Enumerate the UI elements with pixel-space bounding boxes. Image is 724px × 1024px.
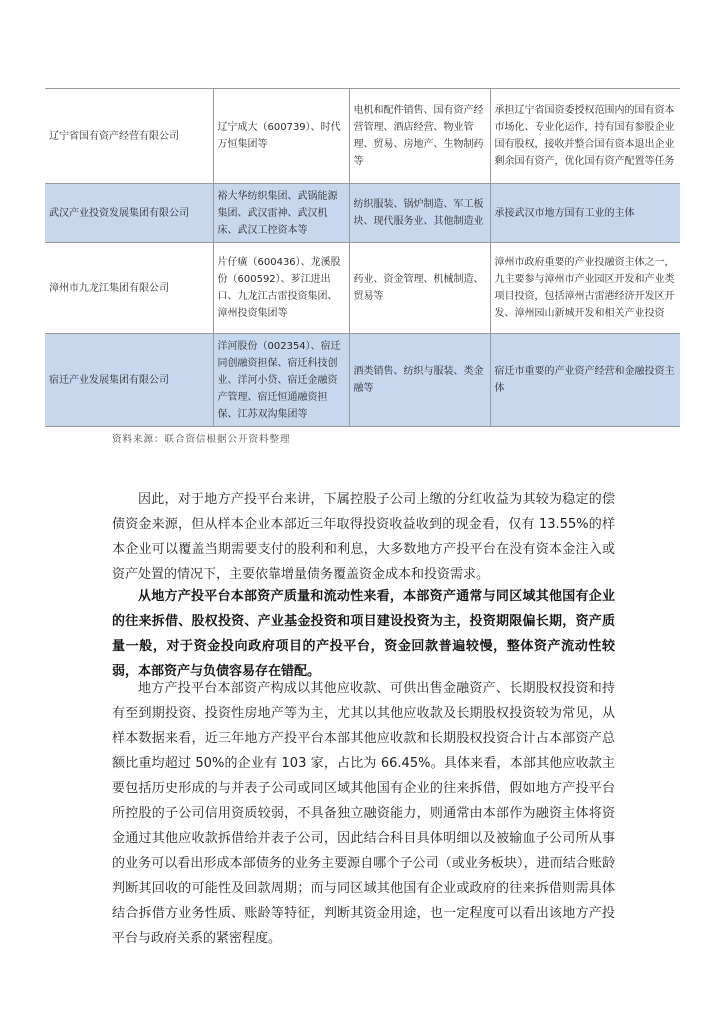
subsidiaries-cell: 片仔癀（600436）、龙溪股份（600592）、芗江进出口、九龙江古雷投资集团、漳州投资集团等 <box>213 243 349 334</box>
table-row <box>45 243 680 334</box>
subsidiaries-cell: 裕大华纺织集团、武锅能源集团、武汉雷神、武汉机床、武汉工控资本等 <box>213 184 349 243</box>
positioning-cell: 承担辽宁省国资委授权范围内的国有资本市场化、专业化运作，持有国有参股企业国有股权，接收并整合国有资本退出企业剩余国有资产，优化国有资产配置等任务 <box>490 89 680 184</box>
subsidiaries-cell: 辽宁成大（600739）、时代万恒集团等 <box>213 89 349 184</box>
positioning-cell: 宿迁市重要的产业资产经营和金融投资主体 <box>490 334 680 427</box>
positioning-cell: 漳州市政府重要的产业投融资主体之一，九主要参与漳州市产业园区开发和产业类项目投资，包括漳州古雷港经济开发区开发、漳州园山新城开发和相关产业投资 <box>490 243 680 334</box>
table-row <box>45 184 680 243</box>
company-name-cell: 辽宁省国有资产经营有限公司 <box>45 89 213 184</box>
company-table <box>45 88 680 427</box>
paragraph-dividend: 因此，对于地方产投平台来讲，下属控股子公司上缴的分红收益为其较为稳定的偿债资金来源，但从样本企业本部近三年取得投资收益收到的现金看，仅有 13.55%的样本企业可以覆盖当期需要支付的股利和利息，大多数地方产投平台在没有资本金注入或资产处置的情况下，主要依靠增量债务覆盖资金成本和投资需求。 <box>112 492 615 582</box>
table-row <box>45 89 680 184</box>
table-row <box>45 334 680 427</box>
company-name-cell: 宿迁产业发展集团有限公司 <box>45 334 213 427</box>
paragraph-asset-quality-bold: 从地方产投平台本部资产质量和流动性来看，本部资产通常与同区域其他国有企业的往来拆借、股权投资、产业基金投资和项目建设投资为主，投资期限偏长期，资产质量一般，对于资金投向政府项目的产投平台，资金回款普遍较慢，整体资产流动性较弱，本部资产与负债容易存在错配。 <box>112 589 615 679</box>
business-cell: 药业、资金管理、机械制造、贸易等 <box>349 243 490 334</box>
business-cell: 酒类销售、纺织与服装、类金融等 <box>349 334 490 427</box>
table-source-note: 资料来源：联合资信根据公开资料整理 <box>112 434 291 445</box>
business-cell: 纺织服装、锅炉制造、军工板块、现代服务业、其他制造业 <box>349 184 490 243</box>
subsidiaries-cell: 洋河股份（002354）、宿迁同创融资担保、宿迁科技创业、洋河小贷、宿迁金融资产管理、宿迁恒通融资担保、江苏双沟集团等 <box>213 334 349 427</box>
positioning-cell: 承接武汉市地方国有工业的主体 <box>490 184 680 243</box>
business-cell: 电机和配件销售、国有资产经营管理、酒店经营、物业管理、贸易、房地产、生物制药等 <box>349 89 490 184</box>
company-name-cell: 漳州市九龙江集团有限公司 <box>45 243 213 334</box>
company-name-cell: 武汉产业投资发展集团有限公司 <box>45 184 213 243</box>
paragraph-asset-structure: 地方产投平台本部资产构成以其他应收款、可供出售金融资产、长期股权投资和持有至到期投资、投资性房地产等为主，尤其以其他应收款及长期股权投资较为常见，从样本数据来看，近三年地方产投平台本部其他应收款和长期股权投资合计占本部资产总额比重均超过 50%的企业有 103 家，占比为 66.45%。具体来看，本部其他应收款主要包括历史形成的与并表子公司或同区域其他国有企业的往来拆借，假如地方产投平台所控股的子公司信用资质较弱，不具备独立融资能力，则通常由本部作为融资主体将资金通过其他应收款拆借给并表子公司，因此结合科目具体明细以及被输血子公司所从事的业务可以看出形成本部债务的业务主要源自哪个子公司（或业务板块），进而结合账龄判断其回收的可能性及回款周期；而与同区域其他国有企业或政府的往来拆借则需具体结合拆借方业务性质、账龄等特征，判断其资金用途，也一定程度可以看出该地方产投平台与政府关系的紧密程度。 <box>112 681 615 946</box>
